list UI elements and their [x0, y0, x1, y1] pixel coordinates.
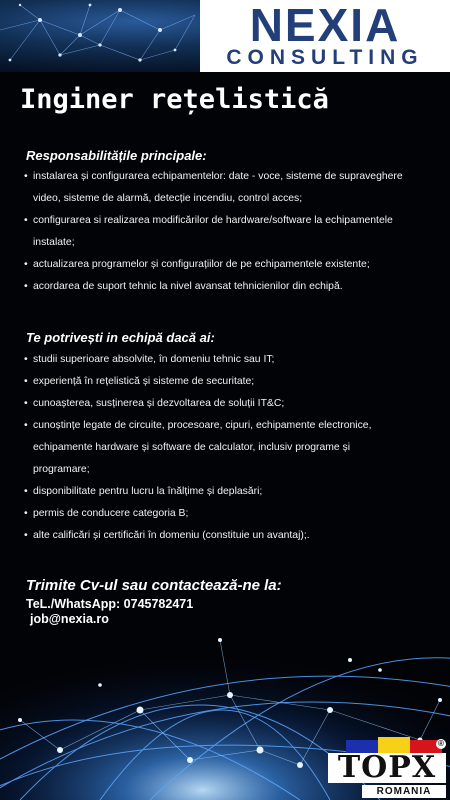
responsibilities-heading: Responsabilitățile principale: [26, 148, 207, 163]
contact-email-link[interactable]: job@nexia.ro [30, 612, 109, 626]
bullet-icon: • [24, 259, 28, 270]
list-item-text: cunoștințe legate de circuite, procesoare, cipuri, echipamente electronice, [33, 420, 372, 431]
contact-phone[interactable]: TeL./WhatsApp: 0745782471 [26, 597, 194, 611]
nexia-consulting-logo [200, 0, 450, 72]
list-item-text: cunoașterea, susținerea și dezvoltarea de soluții IT&C; [33, 398, 285, 409]
list-item-text: echipamente hardware și software de calculator, inclusiv programe și [33, 442, 351, 453]
list-item-text: actualizarea programelor și configurațiilor de pe echipamentele existente; [33, 259, 370, 270]
list-item [24, 415, 424, 437]
list-item [24, 166, 424, 188]
bullet-icon: • [24, 376, 28, 387]
requirements-heading: Te potrivești in echipă dacă ai: [26, 330, 215, 345]
bullet-icon: • [24, 420, 28, 431]
registered-mark-icon: ® [436, 739, 446, 749]
list-item [24, 481, 424, 503]
list-item [24, 210, 424, 232]
list-item-text: experiență în rețelistică și sisteme de securitate; [33, 376, 255, 387]
list-item [24, 459, 424, 481]
list-item [24, 393, 424, 415]
bullet-icon: • [24, 215, 28, 226]
list-item-text: configurarea si realizarea modificărilor de hardware/software la echipamentele [33, 215, 393, 226]
list-item [24, 276, 424, 298]
list-item-text: alte calificări și certificări în domeniu (constituie un avantaj);. [33, 530, 310, 541]
list-item-text: studii superioare absolvite, în domeniu tehnic sau IT; [33, 354, 275, 365]
bullet-icon: • [24, 508, 28, 519]
bullet-icon: • [24, 281, 28, 292]
list-item [24, 371, 424, 393]
job-title: Inginer rețelistică [20, 84, 329, 115]
list-item-text: instalate; [33, 237, 75, 248]
bullet-icon: • [24, 354, 28, 365]
list-item-text: disponibilitate pentru lucru la înălțime și deplasări; [33, 486, 263, 497]
list-item [24, 437, 424, 459]
bullet-icon: • [24, 530, 28, 541]
topx-romania-logo [326, 733, 450, 800]
list-item [24, 188, 424, 210]
list-item-text: video, sisteme de alarmă, detecție incendiu, control acces; [33, 193, 303, 204]
responsibilities-list [24, 166, 424, 298]
list-item-text: permis de conducere categoria B; [33, 508, 189, 519]
bullet-icon: • [24, 486, 28, 497]
list-item-text: instalarea și configurarea echipamentelor: date - voce, sisteme de supraveghere [33, 171, 403, 182]
logo-nexia-text: NEXIA [249, 0, 401, 51]
list-item [24, 525, 424, 547]
topx-logo-text: TOPX [328, 753, 446, 783]
bullet-icon: • [24, 171, 28, 182]
list-item [24, 232, 424, 254]
logo-consulting-text: CONSULTING [226, 46, 424, 69]
list-item-text: programare; [33, 464, 90, 475]
bullet-icon: • [24, 398, 28, 409]
topx-country-text: ROMANIA [362, 785, 446, 798]
list-item [24, 503, 424, 525]
list-item [24, 254, 424, 276]
list-item [24, 349, 424, 371]
requirements-list [24, 349, 424, 547]
list-item-text: acordarea de suport tehnic la nivel avansat tehnicienilor din echipă. [33, 281, 343, 292]
contact-heading: Trimite Cv-ul sau contactează-ne la: [26, 577, 282, 594]
